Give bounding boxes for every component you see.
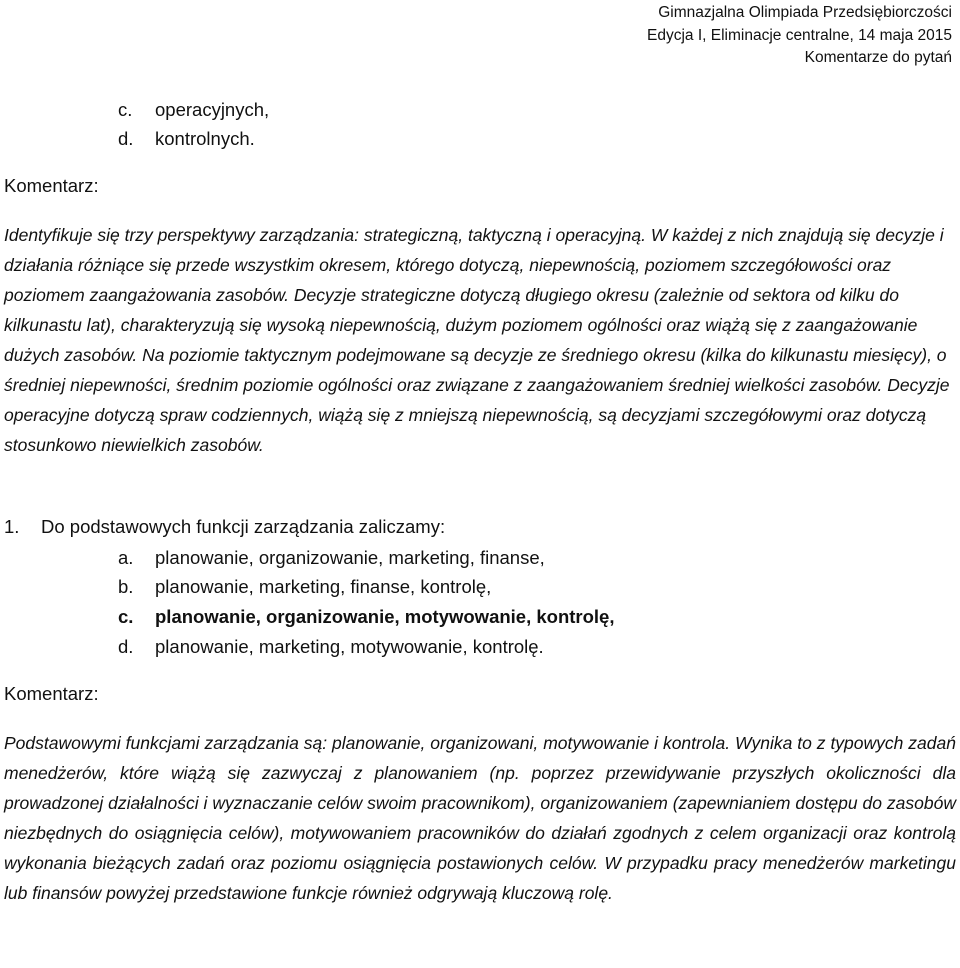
question-number: 1. (4, 516, 20, 537)
header-doc-title: Komentarze do pytań (804, 49, 952, 66)
option-letter: d. (118, 636, 134, 657)
option-letter: b. (118, 576, 134, 597)
option-letter: a. (118, 547, 134, 568)
comment-paragraph-2: Podstawowymi funkcjami zarządzania są: planowanie, organizowani, motywowanie i kontrola. Wynika to z typowych zadań menedżerów, które wiążą się zazwyczaj z planowaniem (np. poprzez przewidywanie przyszłych okoliczności dla prowadzonej działalności i wyznaczanie celów swoim pracownikom), organizowaniem (zapewnianiem dostępu do zasobów niezbędnych do osiągnięcia celów), motywowaniem pracowników do działań zgodnych z celem organizacji oraz kontrolą wykonania bieżących zadań oraz poziomu osiągnięcia postawionych celów. W przypadku pracy menedżerów marketingu lub finansów powyżej przedstawione funkcje również odgrywają kluczową rolę. (4, 733, 956, 903)
header-olympiad-name: Gimnazjalna Olimpiada Przedsiębiorczości (658, 4, 952, 21)
question-text: Do podstawowych funkcji zarządzania zaliczamy: (41, 516, 446, 537)
prev-option-d (118, 125, 255, 153)
question-1 (4, 513, 445, 541)
option-text: planowanie, organizowanie, marketing, finanse, (155, 547, 545, 568)
komentarz-label-2: Komentarz: (4, 683, 99, 704)
option-text: planowanie, marketing, motywowanie, kontrolę. (155, 636, 544, 657)
option-letter: c. (118, 99, 133, 120)
answer-option-a (118, 544, 545, 572)
option-text: kontrolnych. (155, 128, 255, 149)
answer-option-c-correct (118, 603, 614, 631)
option-text: planowanie, organizowanie, motywowanie, kontrolę, (155, 606, 615, 627)
option-letter: c. (118, 606, 134, 627)
page-header (647, 2, 952, 70)
option-text: operacyjnych, (155, 99, 270, 120)
option-letter: d. (118, 128, 134, 149)
komentarz-label-1: Komentarz: (4, 175, 99, 196)
header-edition: Edycja I, Eliminacje centralne, 14 maja 2015 (647, 26, 952, 44)
comment-paragraph-1: Identyfikuje się trzy perspektywy zarządzania: strategiczną, taktyczną i operacyjną. W każdej z nich znajdują się decyzje i działania różniące się przede wszystkim okresem, którego dotyczą, niepewnością, poziomem szczegółowości oraz poziomem zaangażowania zasobów. Decyzje strategiczne dotyczą długiego okresu (zależnie od sektora od kilku do kilkunastu lat), charakteryzują się wysoką niepewnością, dużym poziomem ogólności oraz wiążą się z zaangażowanie dużych zasobów. Na poziomie taktycznym podejmowane są decyzje ze średniego okresu (kilka do kilkunastu miesięcy), o średniej niepewności, średnim poziomie ogólności oraz związane z zaangażowaniem średniej wielkości zasobów. Decyzje operacyjne dotyczą spraw codziennych, wiążą się z mniejszą niepewnością, są decyzjami szczegółowymi oraz dotyczą stosunkowo niewielkich zasobów. (4, 225, 950, 455)
answer-option-d (118, 633, 544, 661)
answer-option-b (118, 573, 491, 601)
option-text: planowanie, marketing, finanse, kontrolę, (155, 576, 492, 597)
prev-option-c (118, 96, 269, 124)
